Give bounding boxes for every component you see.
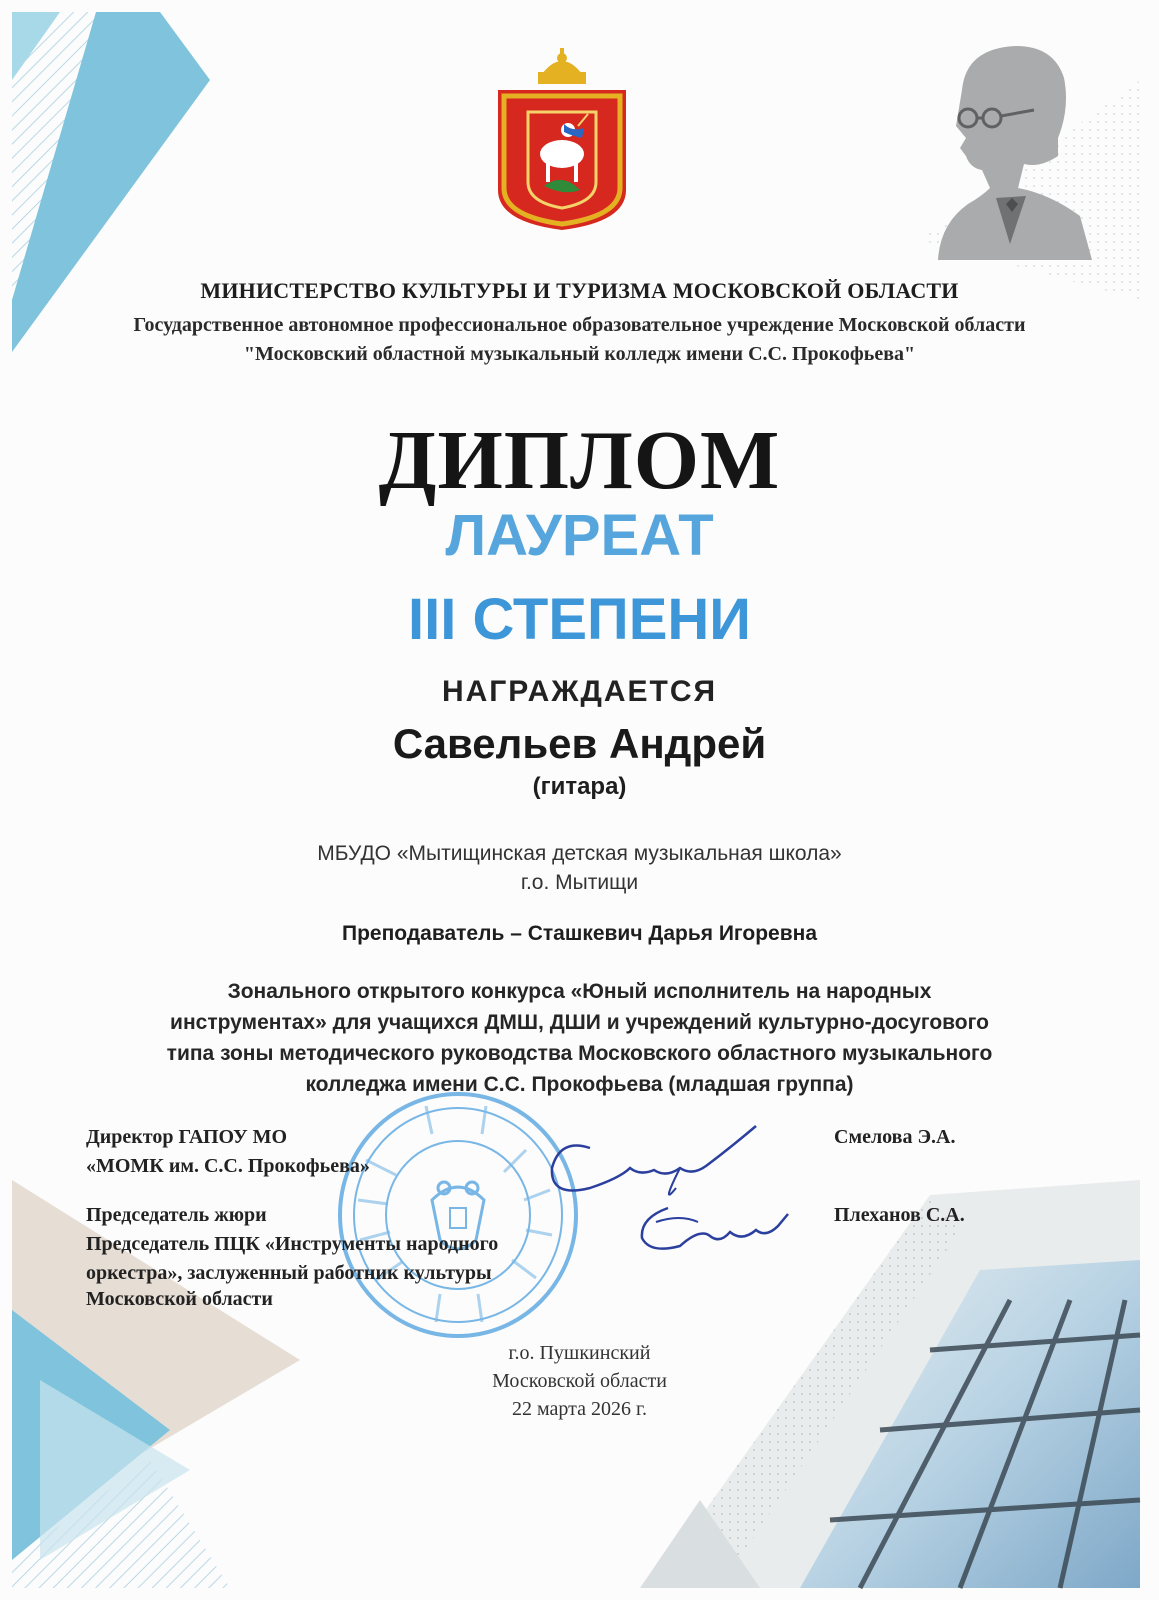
issue-date: 22 марта 2026 г. <box>512 1398 647 1420</box>
jury-title-line1: Председатель жюри <box>86 1204 267 1226</box>
jury-chair-name: Плеханов С.А. <box>834 1204 965 1226</box>
contest-line: инструментах» для учащихся ДМШ, ДШИ и учреждений культурно-досугового <box>170 1011 989 1034</box>
place-region: Московской области <box>492 1370 667 1392</box>
portrait-silhouette-icon <box>930 38 1096 260</box>
institution-name-line2: "Московский областной музыкальный колледж имени С.С. Прокофьева" <box>243 343 916 365</box>
institution-name-line1: Государственное автономное профессиональное образовательное учреждение Московской области <box>133 314 1026 336</box>
contest-line: Зонального открытого конкурса «Юный исполнитель на народных <box>227 980 932 1003</box>
contest-line: колледжа имени С.С. Прокофьева (младшая группа) <box>305 1073 854 1096</box>
jury-title-line3: оркестра», заслуженный работник культуры <box>86 1262 492 1284</box>
teacher-line: Преподаватель – Сташкевич Дарья Игоревна <box>341 922 818 945</box>
ministry-name: МИНИСТЕРСТВО КУЛЬТУРЫ И ТУРИЗМА МОСКОВСКОЙ ОБЛАСТИ <box>200 278 959 303</box>
recipient-instrument: (гитара) <box>532 773 627 800</box>
place-city: г.о. Пушкинский <box>508 1342 651 1364</box>
school-city: г.о. Мытищи <box>520 871 639 894</box>
handwritten-signatures <box>530 1118 800 1268</box>
contest-line: типа зоны методического руководства Московского областного музыкального <box>166 1042 993 1065</box>
jury-title-line2: Председатель ПЦК «Инструменты народного <box>86 1233 499 1255</box>
laureate-label: ЛАУРЕАТ <box>445 503 714 568</box>
coat-of-arms-icon <box>494 44 630 232</box>
diploma-title: ДИПЛОМ <box>378 414 781 507</box>
director-title-line2: «МОМК им. С.С. Прокофьева» <box>86 1155 370 1177</box>
school-name: МБУДО «Мытищинская детская музыкальная школа» <box>317 842 842 865</box>
degree-label: III СТЕПЕНИ <box>408 587 751 652</box>
director-title-line1: Директор ГАПОУ МО <box>86 1126 288 1148</box>
recipient-name: Савельев Андрей <box>392 720 767 767</box>
jury-title-line4: Московской области <box>86 1288 273 1310</box>
awarded-label: НАГРАЖДАЕТСЯ <box>441 675 718 708</box>
director-name: Смелова Э.А. <box>834 1126 956 1148</box>
